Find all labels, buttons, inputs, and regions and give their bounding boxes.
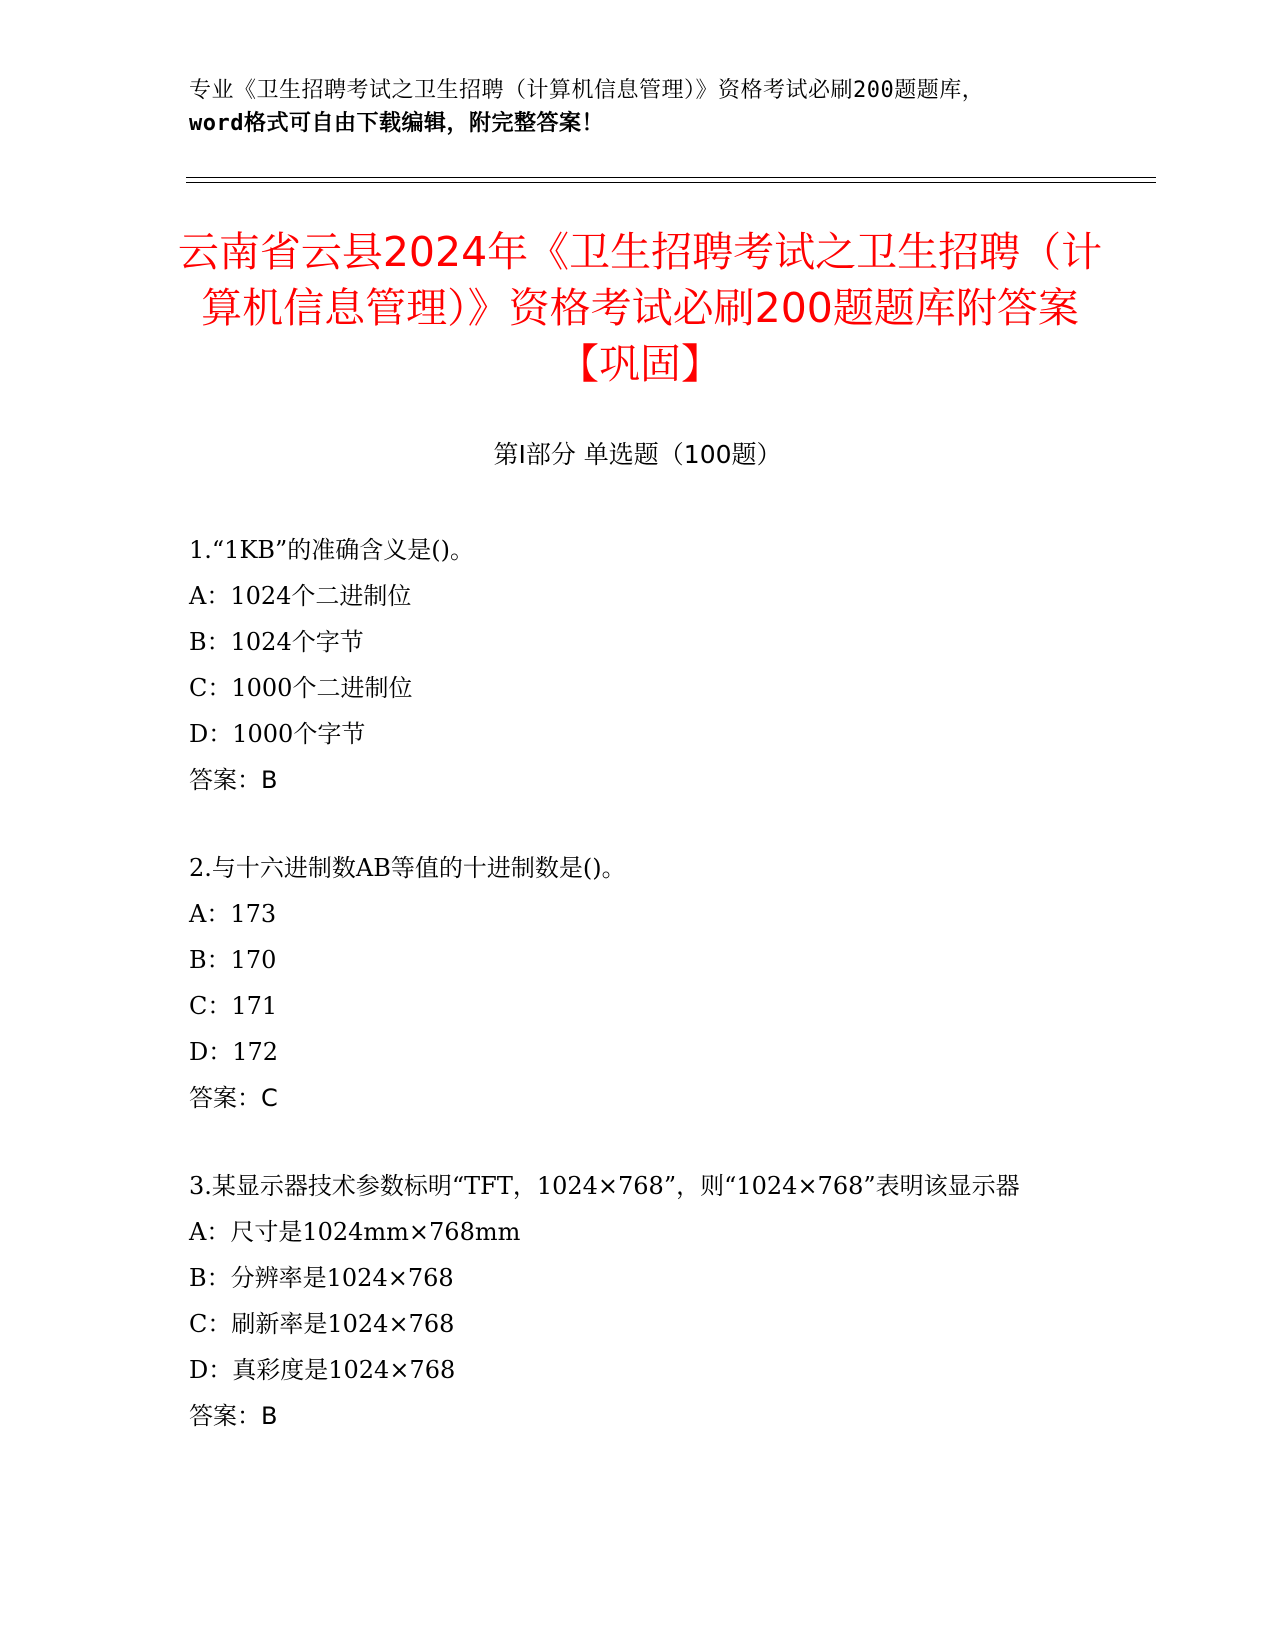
header-note-line-2: word格式可自由下载编辑，附完整答案！ — [189, 111, 604, 136]
header-note-line-1: 专业《卫生招聘考试之卫生招聘（计算机信息管理）》资格考试必刷200题题库， — [189, 78, 985, 103]
option-a: A：尺寸是1024mm×768mm — [189, 1218, 521, 1246]
question-stem: 2.与十六进制数AB等值的十进制数是()。 — [189, 854, 626, 882]
answer-label: 答案：C — [189, 1084, 278, 1112]
section-heading: 第I部分 单选题（100题） — [493, 440, 782, 469]
option-a: A：173 — [189, 900, 277, 928]
option-d: D：1000个字节 — [189, 720, 366, 748]
option-c: C：刷新率是1024×768 — [189, 1310, 455, 1338]
option-b: B：分辨率是1024×768 — [189, 1264, 454, 1292]
header-note — [189, 74, 1089, 140]
question-item — [189, 527, 1089, 803]
option-d: D：真彩度是1024×768 — [189, 1356, 456, 1384]
option-b: B：1024个字节 — [189, 628, 364, 656]
header-divider-top — [186, 177, 1156, 178]
option-b: B：170 — [189, 946, 277, 974]
answer-label: 答案：B — [189, 766, 278, 794]
question-stem: 3.某显示器技术参数标明“TFT，1024×768”，则“1024×768”表明该显示器 — [189, 1172, 1020, 1200]
header-divider-bottom — [186, 182, 1156, 183]
question-item — [189, 1163, 1089, 1439]
option-c: C：171 — [189, 992, 278, 1020]
option-d: D：172 — [189, 1038, 279, 1066]
question-item — [189, 845, 1089, 1121]
option-c: C：1000个二进制位 — [189, 674, 413, 702]
question-stem: 1.“1KB”的准确含义是()。 — [189, 536, 474, 564]
document-title: 云南省云县2024年《卫生招聘考试之卫生招聘（计算机信息管理）》资格考试必刷200题题库附答案【巩固】 — [177, 228, 1103, 388]
answer-label: 答案：B — [189, 1402, 278, 1430]
option-a: A：1024个二进制位 — [189, 582, 412, 610]
